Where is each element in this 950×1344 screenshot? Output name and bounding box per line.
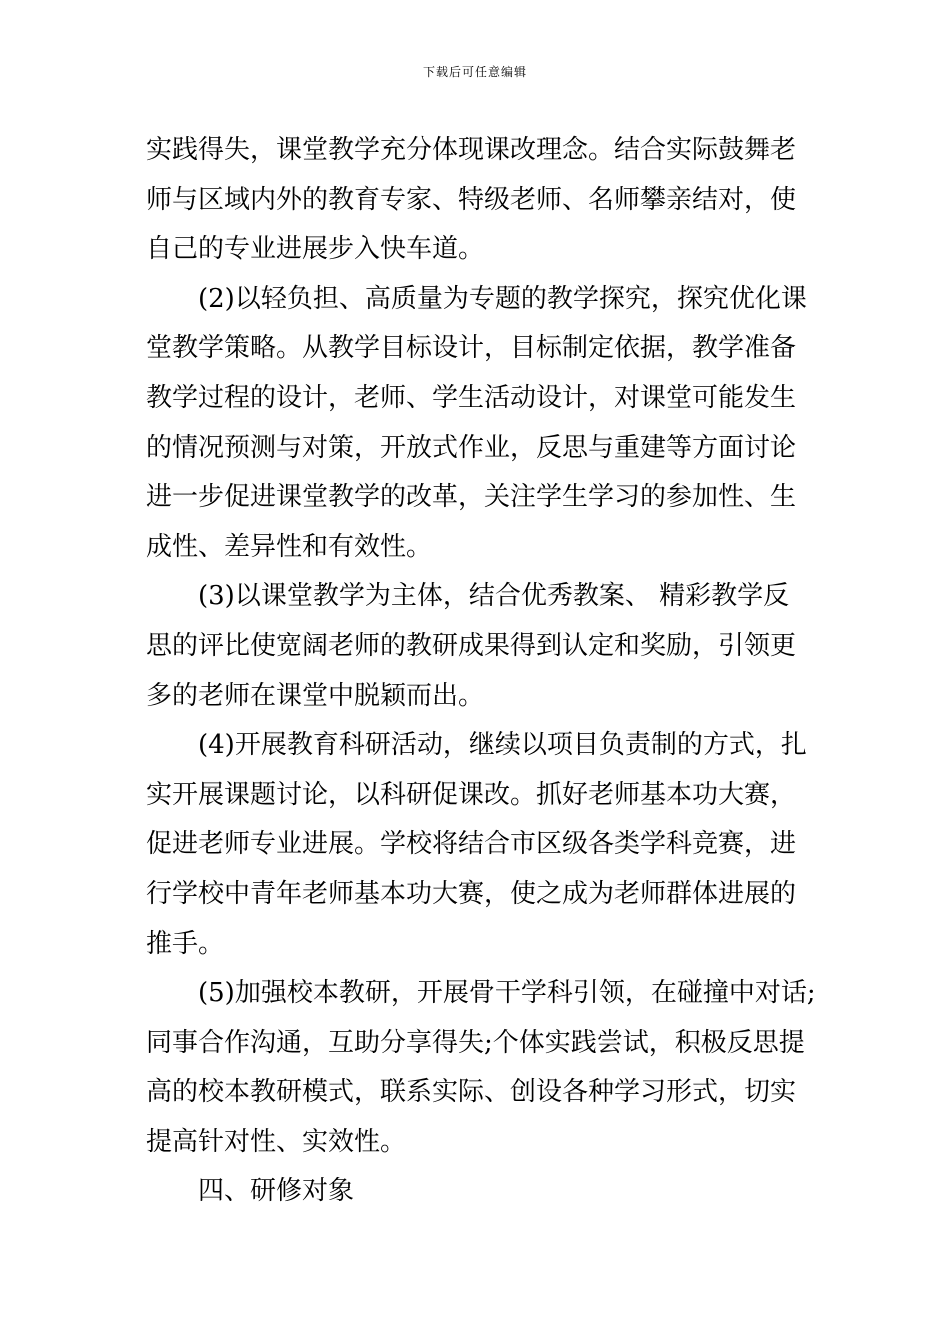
text-line: 多的老师在课堂中脱颖而出。 <box>146 680 485 711</box>
section-heading-text: 四、研修对象 <box>198 1176 355 1207</box>
text-line: (2)以轻负担、高质量为专题的教学探究，探究优化课 <box>198 283 807 314</box>
text-line: 行学校中青年老师基本功大赛，使之成为老师群体进展的 <box>146 878 797 909</box>
text-line: 实开展课题讨论，以科研促课改。抓好老师基本功大赛， <box>146 779 797 810</box>
document-body <box>146 126 826 1217</box>
text-line: 思的评比使宽阔老师的教研成果得到认定和奖励，引领更 <box>146 630 797 661</box>
text-line: 教学过程的设计，老师、学生活动设计，对课堂可能发生 <box>146 382 797 413</box>
text-line: 的情况预测与对策，开放式作业，反思与重建等方面讨论 <box>146 432 797 463</box>
text-line: 促进老师专业进展。学校将结合市区级各类学科竞赛，进 <box>146 829 797 860</box>
text-line: 实践得失，课堂教学充分体现课改理念。结合实际鼓舞老 <box>146 135 797 165</box>
text-line: 提高针对性、实效性。 <box>146 1126 407 1157</box>
text-line: 进一步促进课堂教学的改革，关注学生学习的参加性、生 <box>146 482 797 513</box>
text-line: 成性、差异性和有效性。 <box>146 531 433 562</box>
paragraph-1 <box>146 126 826 275</box>
text-line: 师与区域内外的教育专家、特级老师、名师攀亲结对，使 <box>146 184 797 215</box>
text-line: 同事合作沟通，互助分享得失;个体实践尝试，积极反思提 <box>146 1027 805 1058</box>
section-heading <box>146 1167 826 1217</box>
text-line: (5)加强校本教研，开展骨干学科引领，在碰撞中对话; <box>198 978 816 1009</box>
paragraph-5 <box>146 969 826 1167</box>
paragraph-3 <box>146 572 826 721</box>
text-line: (3)以课堂教学为主体，结合优秀教案、 精彩教学反 <box>198 581 790 612</box>
page-header: 下载后可任意编辑 <box>422 65 527 79</box>
text-line: 自己的专业进展步入快车道。 <box>146 234 485 265</box>
text-line: 堂教学策略。从教学目标设计，目标制定依据，教学准备 <box>146 333 797 364</box>
text-line: 推手。 <box>146 928 225 959</box>
paragraph-4 <box>146 721 826 969</box>
text-line: 高的校本教研模式，联系实际、创设各种学习形式，切实 <box>146 1077 797 1108</box>
text-line: (4)开展教育科研活动，继续以项目负责制的方式，扎 <box>198 730 807 761</box>
paragraph-2 <box>146 275 826 573</box>
